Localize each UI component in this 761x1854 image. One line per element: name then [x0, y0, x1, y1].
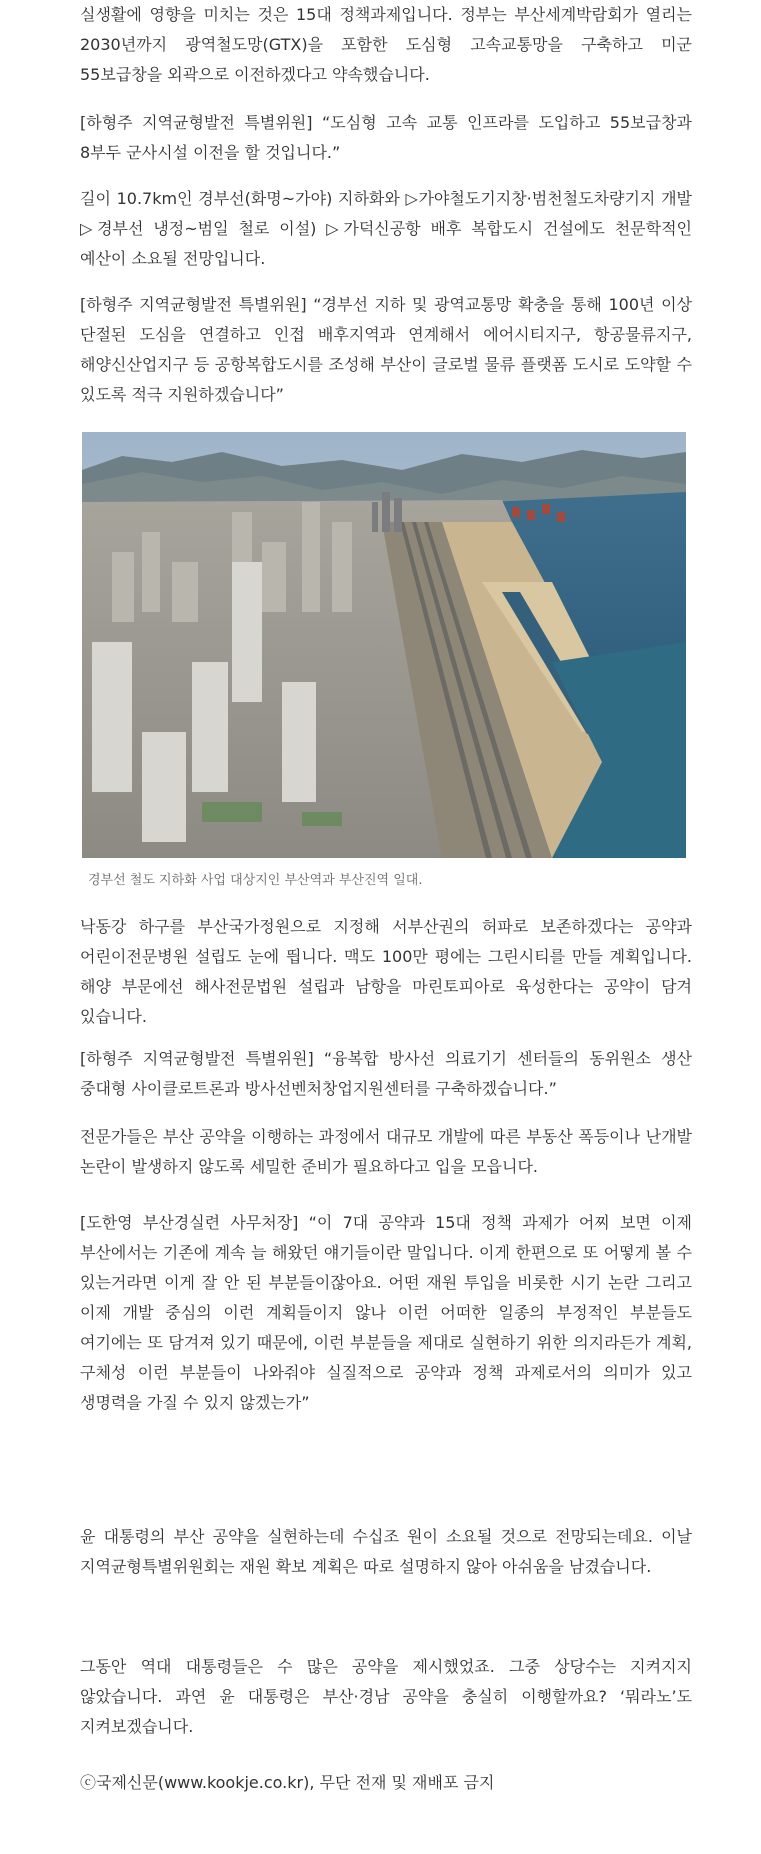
photo-caption: 경부선 철도 지하화 사업 대상지인 부산역과 부산진역 일대.: [88, 873, 423, 888]
busan-station-aerial-photo: [82, 432, 686, 858]
article-quote: [도한영 부산경실련 사무처장] “이 7대 공약과 15대 정책 과제가 어찌 보면 이제 부산에서는 기존에 계속 늘 해왔던 얘기들이란 말입니다. 이게 한편으로 또 어떻게 볼 수 있는거라면 이게 잘 안 된 부분들이잖아요. 어떤 재원 투입을 비롯한 시기 논란 그리고 이제 개발 중심의 이런 계획들이지 않나 이런 어떠한 일종의 부정적인 부분들도 여기에는 또 담겨져 있기 때문에, 이런 부분들을 제대로 실현하기 위한 의지라든가 계획, 구체성 이런 부분들이 나와줘야 실질적으로 공약과 정책 과제로서의 의미가 있고 생명력을 가질 수 있지 않겠는가”: [80, 1213, 692, 1412]
article-quote: [하형주 지역균형발전 특별위원] “융복합 방사선 의료기기 센터들의 동위원소 생산 중대형 사이클로트론과 방사선벤처창업지원센터를 구축하겠습니다.”: [80, 1049, 692, 1098]
article-quote: [하형주 지역균형발전 특별위원] “경부선 지하 및 광역교통망 확충을 통해 100년 이상 단절된 도심을 연결하고 인접 배후지역과 연계해서 에어시티지구, 항공물류지구, 해양신산업지구 등 공항복합도시를 조성해 부산이 글로벌 물류 플랫폼 도시로 도약할 수 있도록 적극 지원하겠습니다”: [80, 295, 692, 404]
article-paragraph: 전문가들은 부산 공약을 이행하는 과정에서 대규모 개발에 따른 부동산 폭등이나 난개발 논란이 발생하지 않도록 세밀한 준비가 필요하다고 입을 모읍니다.: [80, 1127, 692, 1176]
copyright-notice: ⓒ국제신문(www.kookje.co.kr), 무단 전재 및 재배포 금지: [80, 1773, 495, 1792]
article-paragraph: 윤 대통령의 부산 공약을 실현하는데 수십조 원이 소요될 것으로 전망되는데요. 이날 지역균형특별위원회는 재원 확보 계획은 따로 설명하지 않아 아쉬움을 남겼습니다.: [80, 1527, 692, 1576]
article-paragraph: 그동안 역대 대통령들은 수 많은 공약을 제시했었죠. 그중 상당수는 지켜지지 않았습니다. 과연 윤 대통령은 부산·경남 공약을 충실히 이행할까요? ‘뭐라노’도 지켜보겠습니다.: [80, 1657, 692, 1736]
article-paragraph: 낙동강 하구를 부산국가정원으로 지정해 서부산권의 허파로 보존하겠다는 공약과 어린이전문병원 설립도 눈에 띕니다. 맥도 100만 평에는 그린시티를 만들 계획입니다. 해양 부문에선 해사전문법원 설립과 남항을 마린토피아로 육성한다는 공약이 담겨 있습니다.: [80, 917, 692, 1026]
article-paragraph: 실생활에 영향을 미치는 것은 15대 정책과제입니다. 정부는 부산세계박람회가 열리는 2030년까지 광역철도망(GTX)을 포함한 도심형 고속교통망을 구축하고 미군 55보급창을 외곽으로 이전하겠다고 약속했습니다.: [80, 5, 692, 84]
article-quote: [하형주 지역균형발전 특별위원] “도심형 고속 교통 인프라를 도입하고 55보급창과 8부두 군사시설 이전을 할 것입니다.”: [80, 113, 692, 162]
article-photo-figure: [80, 432, 686, 890]
article-photo: [82, 432, 686, 858]
article-paragraph: 길이 10.7km인 경부선(화명~가야) 지하화와 ▷가야철도기지창·범천철도차량기지 개발 ▷경부선 냉정~범일 철로 이설) ▷가덕신공항 배후 복합도시 건설에도 천문학적인 예산이 소요될 전망입니다.: [80, 189, 692, 268]
